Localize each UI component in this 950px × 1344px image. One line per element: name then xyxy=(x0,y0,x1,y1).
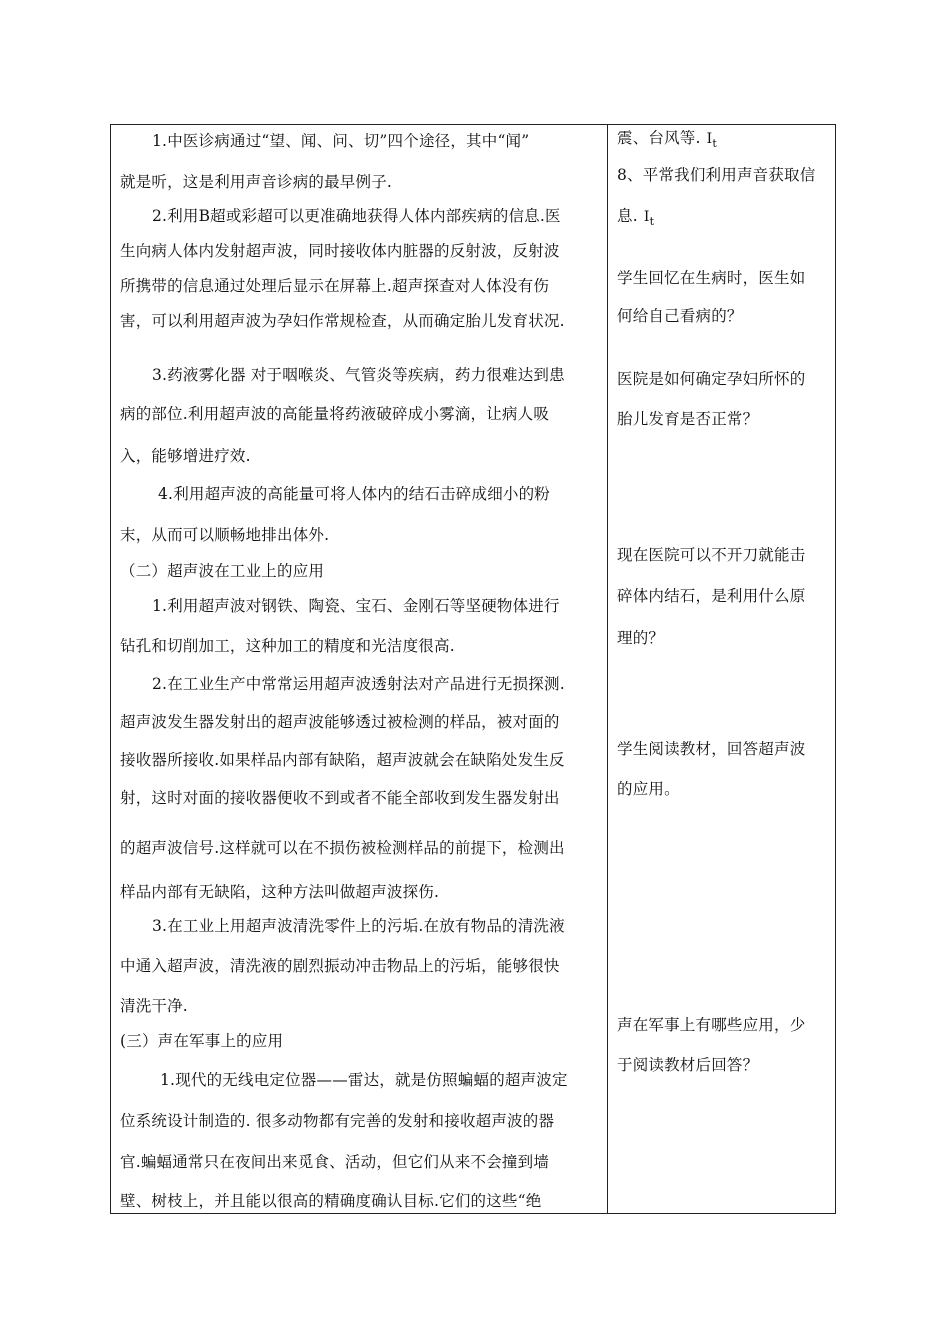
right-column-line-text: 胎儿发育是否正常？ xyxy=(617,410,759,428)
left-column-line xyxy=(120,311,565,331)
right-column-line-text: 息. xyxy=(617,207,638,225)
margin-symbol: $I_t$ xyxy=(706,131,717,150)
right-column-line xyxy=(617,628,664,648)
right-column-line xyxy=(617,586,805,606)
left-column-line xyxy=(120,172,392,192)
right-column-line-text: 震、台风等. xyxy=(617,129,701,147)
left-column-line-text: 所携带的信息通过处理后显示在屏幕上.超声探查对人体没有伤 xyxy=(120,277,550,295)
left-column-line-text: 位系统设计制造的. 很多动物都有完善的发射和接收超声波的器 xyxy=(120,1112,555,1130)
left-column-line xyxy=(152,131,529,151)
right-column-line xyxy=(617,409,758,429)
right-column-line-text: 现在医院可以不开刀就能击 xyxy=(617,546,806,564)
left-column-line xyxy=(120,276,549,296)
right-column-line xyxy=(617,369,805,389)
right-column-line xyxy=(617,1055,758,1075)
left-column-line-text: 4.利用超声波的高能量可将人体内的结石击碎成细小的粉 xyxy=(158,485,550,503)
left-column-line-text: 清洗干净. xyxy=(120,997,188,1015)
left-column-line-text: 末，从而可以顺畅地排出体外. xyxy=(120,526,330,544)
left-column-line xyxy=(120,1111,554,1131)
left-column-line-text: 入，能够增进疗效. xyxy=(120,447,251,465)
left-column-line xyxy=(152,206,561,226)
left-column-line-text: （二）超声波在工业上的应用 xyxy=(120,562,325,580)
right-column-line xyxy=(617,739,805,759)
left-column-line-text: 3.药液雾化器 对于咽喉炎、气管炎等疾病，药力很难达到患 xyxy=(152,366,565,384)
left-column-line-text: 2.在工业生产中常常运用超声波透射法对产品进行无损探测. xyxy=(152,675,565,693)
right-column-line xyxy=(617,268,805,288)
right-column-line-text: 医院是如何确定孕妇所怀的 xyxy=(617,370,806,388)
left-column-line xyxy=(152,916,565,936)
left-column-line xyxy=(120,712,560,732)
left-column-line-text: 病的部位.利用超声波的高能量将药液破碎成小雾滴，让病人吸 xyxy=(120,405,550,423)
left-column-line-text: 钻孔和切削加工，这种加工的精度和光洁度很高. xyxy=(120,637,455,655)
left-column-line-text: 接收器所接收.如果样品内部有缺陷，超声波就会在缺陷处发生反 xyxy=(120,751,565,769)
right-column-line-text: 理的？ xyxy=(617,629,665,647)
left-column-line-text: 射，这时对面的接收器便收不到或者不能全部收到发生器发射出 xyxy=(120,789,560,807)
left-column-line-text: 1.现代的无线电定位器——雷达，就是仿照蝙蝠的超声波定 xyxy=(160,1071,568,1089)
left-column-line xyxy=(152,596,560,616)
left-column-line xyxy=(120,525,329,545)
left-column-line xyxy=(120,561,324,581)
left-column-line-text: 样品内部有无缺陷，这种方法叫做超声波探伤. xyxy=(120,883,440,901)
left-column-line xyxy=(120,788,560,808)
left-column-line xyxy=(120,446,251,466)
left-column-line xyxy=(152,674,565,694)
column-divider xyxy=(607,125,608,1213)
right-column-line-text: 碎体内结石，是利用什么原 xyxy=(617,587,806,605)
left-column-line xyxy=(160,1070,568,1090)
left-column-line xyxy=(120,241,560,261)
left-column-line xyxy=(152,365,565,385)
right-column-line xyxy=(617,306,743,326)
left-column-line-text: 害，可以利用超声波为孕妇作常规检查，从而确定胎儿发育状况. xyxy=(120,312,565,330)
right-column-line xyxy=(617,165,815,185)
left-column-line xyxy=(120,750,565,770)
left-column-line xyxy=(120,956,560,976)
right-column-line xyxy=(617,1015,805,1035)
margin-symbol: $I_t$ xyxy=(643,209,655,228)
left-column-line xyxy=(120,996,188,1016)
right-column-line-text: 学生阅读教材，回答超声波 xyxy=(617,740,806,758)
right-column-line-text: 的应用。 xyxy=(617,780,680,798)
left-column-line-text: 3.在工业上用超声波清洗零件上的污垢.在放有物品的清洗液 xyxy=(152,917,565,935)
right-column-line-text: 何给自己看病的？ xyxy=(617,307,743,325)
right-column-line-text: 学生回忆在生病时，医生如 xyxy=(617,269,806,287)
left-column-line xyxy=(120,882,439,902)
left-column-line-text: 官.蝙蝠通常只在夜间出来觅食、活动，但它们从来不会撞到墙 xyxy=(120,1153,550,1171)
left-column-line xyxy=(158,484,550,504)
left-column-line-text: 中通入超声波，清洗液的剧烈振动冲击物品上的污垢，能够很快 xyxy=(120,957,560,975)
right-column-line xyxy=(617,545,805,565)
right-column-line xyxy=(617,206,654,232)
right-column-line-text: 声在军事上有哪些应用，少 xyxy=(617,1016,806,1034)
right-column-line-text: 8、平常我们利用声音获取信 xyxy=(617,166,816,184)
left-column-line xyxy=(120,1031,283,1051)
left-column-line-text: 1.利用超声波对钢铁、陶瓷、宝石、金刚石等坚硬物体进行 xyxy=(152,597,560,615)
right-column-line-text: 于阅读教材后回答？ xyxy=(617,1056,759,1074)
right-column-line xyxy=(617,779,680,799)
left-column-line-text: 的超声波信号.这样就可以在不损伤被检测样品的前提下，检测出 xyxy=(120,839,565,857)
left-column-line xyxy=(120,636,455,656)
left-column-line-text: 就是听，这是利用声音诊病的最早例子. xyxy=(120,173,393,191)
left-column-line xyxy=(120,838,565,858)
left-column-line-text: 2.利用B超或彩超可以更准确地获得人体内部疾病的信息.医 xyxy=(152,207,561,225)
left-column-line-text: (三）声在军事上的应用 xyxy=(120,1032,284,1050)
right-column-line xyxy=(617,128,717,154)
left-column-line-text: 壁、树枝上，并且能以很高的精确度确认目标.它们的这些“绝 xyxy=(120,1192,542,1210)
left-column-line xyxy=(120,404,549,424)
left-column-line xyxy=(120,1191,541,1211)
left-column-line-text: 超声波发生器发射出的超声波能够透过被检测的样品，被对面的 xyxy=(120,713,560,731)
left-column-line-text: 1.中医诊病通过“望、闻、问、切”四个途径，其中“闻” xyxy=(152,132,530,150)
left-column-line xyxy=(120,1152,549,1172)
left-column-line-text: 生向病人体内发射超声波，同时接收体内脏器的反射波，反射波 xyxy=(120,242,560,260)
